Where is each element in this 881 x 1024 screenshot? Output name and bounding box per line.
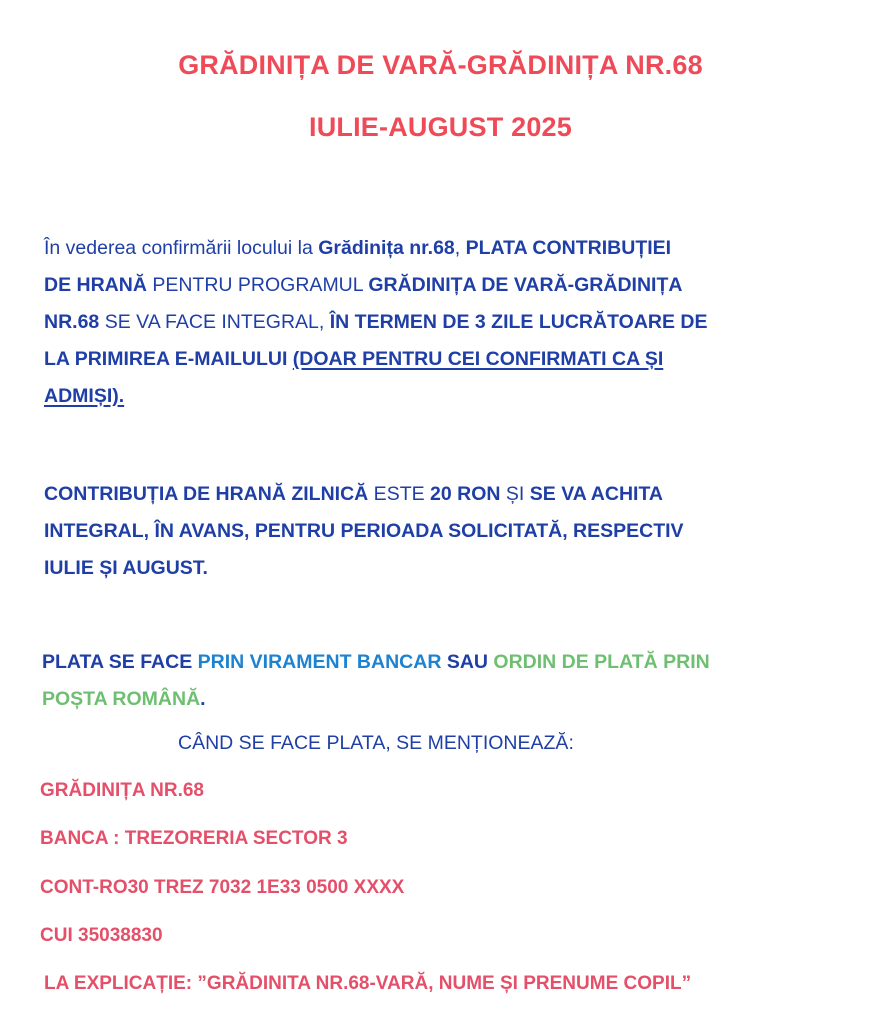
text-segment: În vederea confirmării locului la xyxy=(44,237,319,259)
paragraph-line xyxy=(44,341,708,378)
daily-amount: 20 RON xyxy=(430,483,501,505)
info-explanation: LA EXPLICAȚIE: ”GRĂDINITA NR.68-VARĂ, NUME ȘI PRENUME COPIL” xyxy=(44,973,692,994)
contribution-paragraph xyxy=(44,476,684,587)
info-unit: GRĂDINIȚA NR.68 xyxy=(40,780,204,801)
text-segment-bold: SAU xyxy=(441,651,494,673)
text-segment-bold: CONTRIBUȚIA DE HRANĂ ZILNICĂ xyxy=(44,483,369,505)
text-segment: , xyxy=(454,237,466,259)
underlined-note: (DOAR PENTRU CEI CONFIRMATI CA ȘI xyxy=(292,348,664,370)
payment-mention-note: CÂND SE FACE PLATA, SE MENȚIONEAZĂ: xyxy=(178,732,574,754)
paragraph-line: IULIE ȘI AUGUST. xyxy=(44,557,208,579)
underlined-note: ADMIȘI). xyxy=(44,385,125,407)
text-segment: ȘI xyxy=(500,483,530,505)
text-segment-bold: GRĂDINIȚA DE VARĂ-GRĂDINIȚA xyxy=(368,274,683,296)
info-bank: BANCA : TREZORERIA SECTOR 3 xyxy=(40,828,348,849)
text-segment-bold: LA PRIMIREA E-MAILULUI xyxy=(44,348,288,370)
paragraph-line: INTEGRAL, ÎN AVANS, PENTRU PERIOADA SOLICITATĂ, RESPECTIV xyxy=(44,520,684,542)
text-segment-bold: NR.68 xyxy=(44,311,100,333)
page-subtitle: IULIE-AUGUST 2025 xyxy=(309,112,572,142)
paragraph-line xyxy=(44,378,708,415)
text-segment-bold: DE HRANĂ xyxy=(44,274,147,296)
payment-method-paragraph xyxy=(42,644,710,718)
info-cui: CUI 35038830 xyxy=(40,925,163,946)
paragraph-line xyxy=(42,644,710,681)
paragraph-line xyxy=(44,304,708,341)
paragraph-line xyxy=(44,476,684,513)
text-segment: . xyxy=(200,688,206,710)
paragraph-line xyxy=(42,681,710,718)
paragraph-line xyxy=(44,267,708,304)
text-segment-bold: Grădinița nr.68 xyxy=(318,237,455,259)
text-segment-bold: PLATA SE FACE xyxy=(42,651,198,673)
page-title: GRĂDINIȚA DE VARĂ-GRĂDINIȚA NR.68 xyxy=(178,50,703,80)
confirmation-paragraph xyxy=(44,230,708,415)
text-segment-bold: PLATA CONTRIBUȚIEI xyxy=(465,237,672,259)
text-segment: SE VA FACE INTEGRAL, xyxy=(99,311,330,333)
text-segment-bold: SE VA ACHITA xyxy=(529,483,664,505)
text-segment: PENTRU PROGRAMUL xyxy=(146,274,369,296)
info-account: CONT-RO30 TREZ 7032 1E33 0500 XXXX xyxy=(40,877,405,898)
text-segment: ESTE xyxy=(368,483,431,505)
bank-transfer-text: PRIN VIRAMENT BANCAR xyxy=(197,651,442,673)
postal-order-text: ORDIN DE PLATĂ PRIN xyxy=(493,651,710,673)
postal-order-text: POȘTA ROMÂNĂ xyxy=(42,688,201,710)
paragraph-line xyxy=(44,230,708,267)
text-segment-bold: ÎN TERMEN DE 3 ZILE LUCRĂTOARE DE xyxy=(329,311,708,333)
